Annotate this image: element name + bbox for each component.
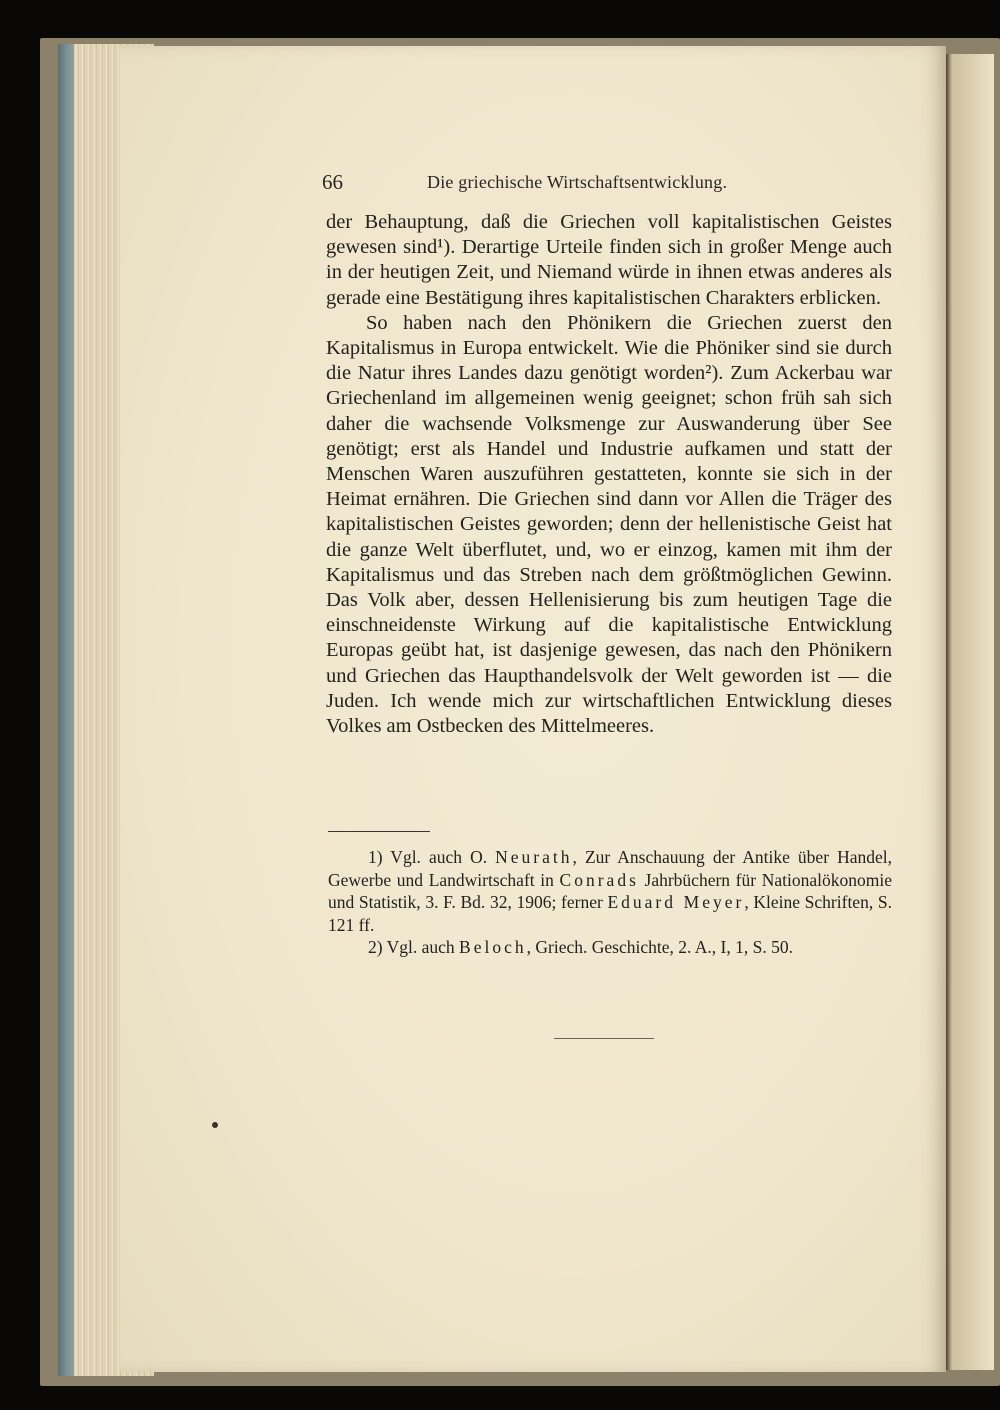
footnote-text: 1) Vgl. auch O. <box>368 847 496 867</box>
running-title: Die griechische Wirtschaftsentwicklung. <box>427 172 728 192</box>
paper-speck <box>212 1122 218 1128</box>
footnote-2 <box>328 936 892 959</box>
end-rule <box>554 1038 654 1039</box>
paragraph: So haben nach den Phönikern die Griechen zuerst den Kapitalismus in Europa entwickelt. Wie die Phöniker sind sie durch die Natur ihres Landes dazu genötigt worden²). Zum Ackerbau war Griechenland im allgemeinen wenig geeignet; schon früh sah sich daher die wachsende Volksmenge zur Auswanderung über See genötigt; erst als Handel und Industrie aufkamen und statt der Menschen Waren auszuführen gestatteten, konnte sie sich in der Heimat ernähren. Die Griechen sind dann vor Allen die Träger des kapitalistischen Geistes geworden; denn der hellenistische Geist hat die ganze Welt überflutet, und, wo er einzog, kamen mit ihm der Kapitalismus und das Streben nach dem größtmöglichen Gewinn. Das Volk aber, dessen Hellenisierung bis zum heutigen Tage die einschneidenste Wirkung auf die kapitalistische Entwicklung Europas geübt hat, ist dasjenige gewesen, das nach den Phönikern und Griechen das Haupthandelsvolk der Welt geworden ist — die Juden. Ich wende mich zur wirtschaftlichen Entwicklung dieses Volkes am Ostbecken des Mittelmeeres. <box>326 311 892 738</box>
footnote-text: , Zur Anschauung der Antike über Handel, Gewerbe und Landwirtschaft in <box>328 847 892 890</box>
author-name: Beloch <box>459 937 527 958</box>
footnote-rule <box>328 831 430 832</box>
page-header <box>322 170 782 200</box>
paragraph: der Behauptung, daß die Griechen voll kapitalistischen Geistes gewesen sind¹). Derartige Urteile finden sich in großer Menge auch in der heutigen Zeit, und Niemand würde in ihnen etwas anderes als gerade eine Bestätigung ihres kapitalistischen Charakters erblicken. <box>326 211 892 309</box>
footnote-1 <box>328 846 892 936</box>
footnote-text: Jahrbüchern für Nationalökonomie und Statistik, 3. F. Bd. 32, 1906; ferner <box>328 869 892 913</box>
footnote-text: , Griech. Geschichte, 2. A., I, 1, S. 50. <box>526 937 793 958</box>
author-name: Neurath <box>495 847 573 867</box>
footnotes <box>328 846 892 959</box>
body-text <box>326 210 892 739</box>
facing-page <box>946 54 994 1370</box>
footnote-text: , Kleine Schriften, S. 121 ff. <box>328 892 892 935</box>
journal-name: Conrads <box>559 869 639 890</box>
author-name: Eduard Meyer <box>607 892 745 913</box>
footnote-text: 2) Vgl. auch <box>368 937 460 958</box>
page-number: 66 <box>322 170 343 194</box>
